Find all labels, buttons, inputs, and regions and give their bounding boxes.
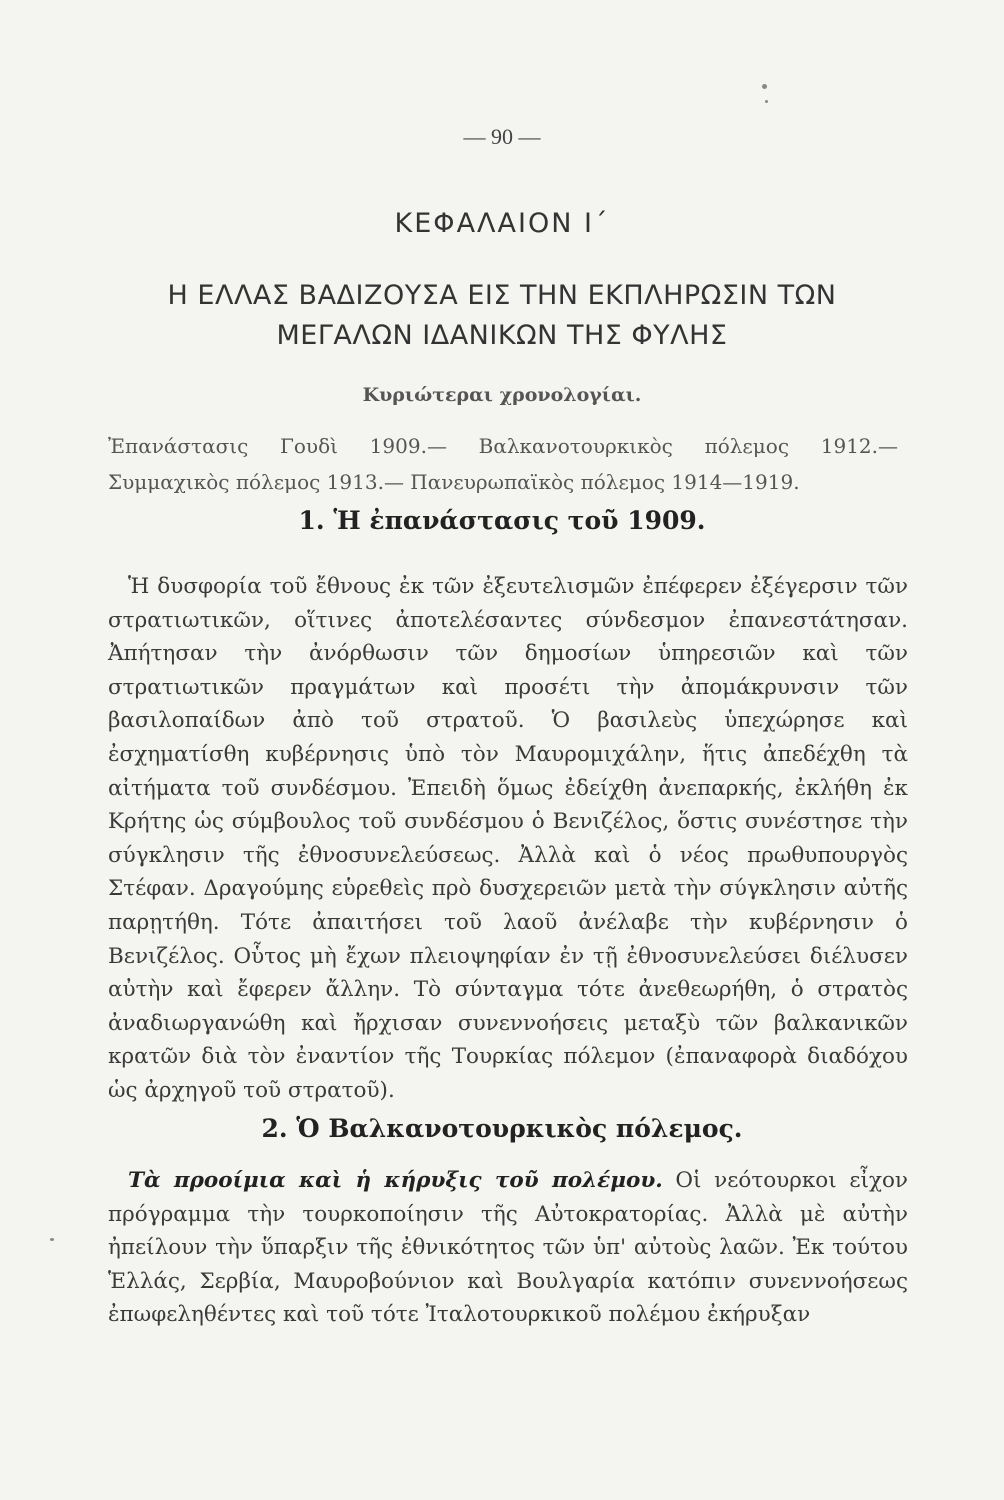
- paper-speck: [765, 100, 768, 103]
- section-2-paragraph: [108, 1164, 908, 1332]
- section-1-heading: 1. Ἡ ἐπανάστασις τοῦ 1909.: [298, 506, 706, 535]
- section-2-heading: 2. Ὁ Βαλκανοτουρκικὸς πόλεμος.: [261, 1114, 743, 1143]
- chronology-heading: Κυριώτεραι χρονολογίαι.: [362, 384, 642, 406]
- chronology-text: Ἐπανάστασις Γουδὶ 1909.— Βαλκανοτουρκικὸς πόλεμος 1912.— Συμμαχικὸς πόλεμος 1913.— Πανευρωπαϊκὸς πόλεμος 1914—1919.: [108, 434, 898, 494]
- section-2-body: Οἱ νεότουρκοι εἶχον πρόγραμμα τὴν τουρκοποίησιν τῆς Αὐτοκρατορίας. Ἀλλὰ μὲ αὐτὴν ἠπείλουν τὴν ὕπαρξιν τῆς ἐθνικότητος τῶν ὑπ' αὐτοὺς λαῶν. Ἐκ τούτου Ἑλλάς, Σερβία, Μαυροβούνιον καὶ Βουλγαρία κατόπιν συνεννοήσεως ἐπωφεληθέντες καὶ τοῦ τότε Ἰταλοτουρκικοῦ πολέμου ἐκήρυξαν: [108, 1168, 908, 1328]
- page-number: — 90 —: [463, 124, 541, 149]
- chapter-title-line-1: Η ΕΛΛΑΣ ΒΑΔΙΖΟΥΣΑ ΕΙΣ ΤΗΝ ΕΚΠΛΗΡΩΣΙΝ ΤΩΝ: [167, 280, 837, 311]
- chapter-title: [100, 276, 904, 356]
- section-1-paragraph: Ἡ δυσφορία τοῦ ἔθνους ἐκ τῶν ἐξευτελισμῶν ἐπέφερεν ἐξέγερσιν τῶν στρατιωτικῶν, οἵτινες ἀποτελέσαντες σύνδεσμον ἐπανεστάτησαν. Ἀπήτησαν τὴν ἀνόρθωσιν τῶν δημοσίων ὑπηρεσιῶν καὶ τῶν στρατιωτικῶν πραγμάτων καὶ προσέτι τὴν ἀπομάκρυνσιν τῶν βασιλοπαίδων ἀπὸ τοῦ στρατοῦ. Ὁ βασιλεὺς ὑπεχώρησε καὶ ἐσχηματίσθη κυβέρνησις ὑπὸ τὸν Μαυρομιχάλην, ἥτις ἀπεδέχθη τὰ αἰτήματα τοῦ συνδέσμου. Ἐπειδὴ ὅμως ἐδείχθη ἀνεπαρκής, ἐκλήθη ἐκ Κρήτης ὡς σύμβουλος τοῦ συνδέσμου ὁ Βενιζέλος, ὅστις συνέστησε τὴν σύγκλησιν τῆς ἐθνοσυνελεύσεως. Ἀλλὰ καὶ ὁ νέος πρωθυπουργὸς Στέφαν. Δραγούμης εὑρεθεὶς πρὸ δυσχερειῶν μετὰ τὴν σύγκλησιν αὐτῆς παρῃτήθη. Τότε ἀπαιτήσει τοῦ λαοῦ ἀνέλαβε τὴν κυβέρνησιν ὁ Βενιζέλος. Οὗτος μὴ ἔχων πλειοψηφίαν ἐν τῇ ἐθνοσυνελεύσει διέλυσεν αὐτὴν καὶ ἔφερεν ἄλλην. Τὸ σύνταγμα τότε ἀνεθεωρήθη, ὁ στρατὸς ἀναδιωργανώθη καὶ ἤρχισαν συνεννοήσεις μεταξὺ τῶν βαλκανικῶν κρατῶν διὰ τὸν ἐναντίον τῆς Τουρκίας πόλεμον (ἐπαναφορὰ διαδόχου ὡς ἀρχηγοῦ τοῦ στρατοῦ).: [108, 574, 908, 1103]
- section-2-lead: Τὰ προοίμια καὶ ἡ κήρυξις τοῦ πολέμου.: [128, 1168, 663, 1193]
- paper-speck: [762, 84, 767, 89]
- chapter-label: ΚΕΦΑΛΑΙΟΝ Ι΄: [394, 208, 610, 239]
- paper-speck: [50, 1238, 54, 1241]
- chapter-title-line-2: ΜΕΓΑΛΩΝ ΙΔΑΝΙΚΩΝ ΤΗΣ ΦΥΛΗΣ: [276, 320, 728, 351]
